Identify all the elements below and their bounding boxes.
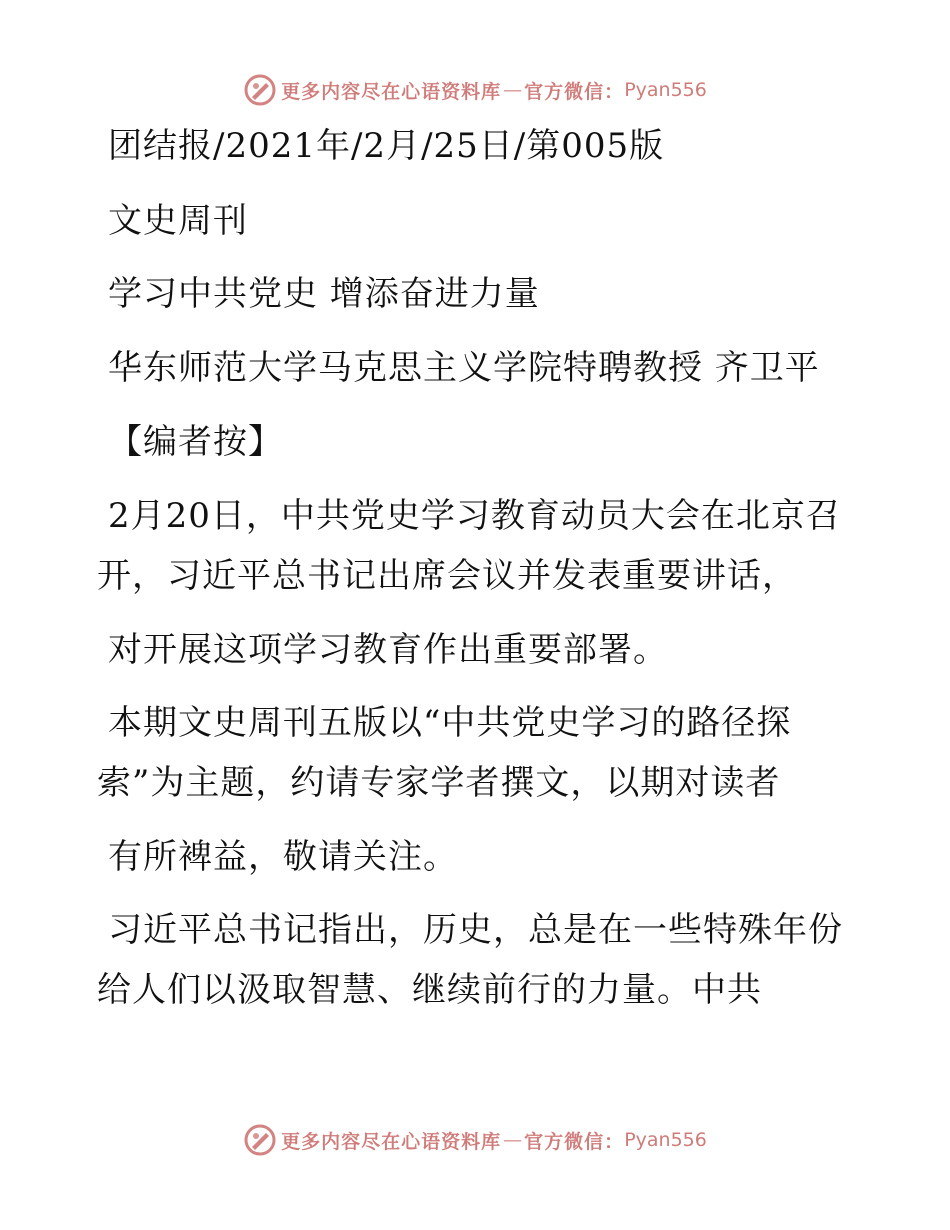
watermark-header	[0, 70, 950, 110]
body-line: 2月20日，中共党史学习教育动员大会在北京召	[108, 496, 841, 536]
watermark-logo-icon	[243, 73, 277, 107]
source-line: 团结报/2021年/2月/25日/第005版	[108, 126, 665, 166]
body-line: 开，习近平总书记出席会议并发表重要讲话，	[97, 556, 797, 596]
watermark-separator: —	[503, 79, 523, 101]
watermark-wechat-label: 官方微信：	[524, 80, 625, 103]
watermark-wechat-id: Pyan556	[624, 1129, 707, 1151]
watermark-logo-icon	[243, 1123, 277, 1157]
body-line: 有所裨益，敬请关注。	[108, 837, 458, 877]
body-line: 本期文史周刊五版以“中共党史学习的路径探	[108, 703, 792, 743]
editor-note-label: 【编者按】	[108, 422, 283, 462]
author-line: 华东师范大学马克思主义学院特聘教授 齐卫平	[108, 348, 820, 388]
body-line: 对开展这项学习教育作出重要部署。	[108, 630, 668, 670]
watermark-wechat-label: 官方微信：	[524, 1130, 625, 1153]
section-name: 文史周刊	[108, 201, 248, 241]
body-line: 习近平总书记指出，历史，总是在一些特殊年份	[108, 910, 843, 950]
watermark-separator: —	[503, 1129, 523, 1151]
watermark-brand-text: 更多内容尽在心语资料库	[281, 80, 502, 103]
watermark-footer	[0, 1120, 950, 1160]
watermark-wechat-id: Pyan556	[624, 79, 707, 101]
body-line: 给人们以汲取智慧、继续前行的力量。中共	[97, 970, 762, 1010]
body-line: 索”为主题，约请专家学者撰文，以期对读者	[97, 763, 781, 803]
watermark-brand-text: 更多内容尽在心语资料库	[281, 1130, 502, 1153]
article-title: 学习中共党史 增添奋进力量	[108, 274, 540, 314]
